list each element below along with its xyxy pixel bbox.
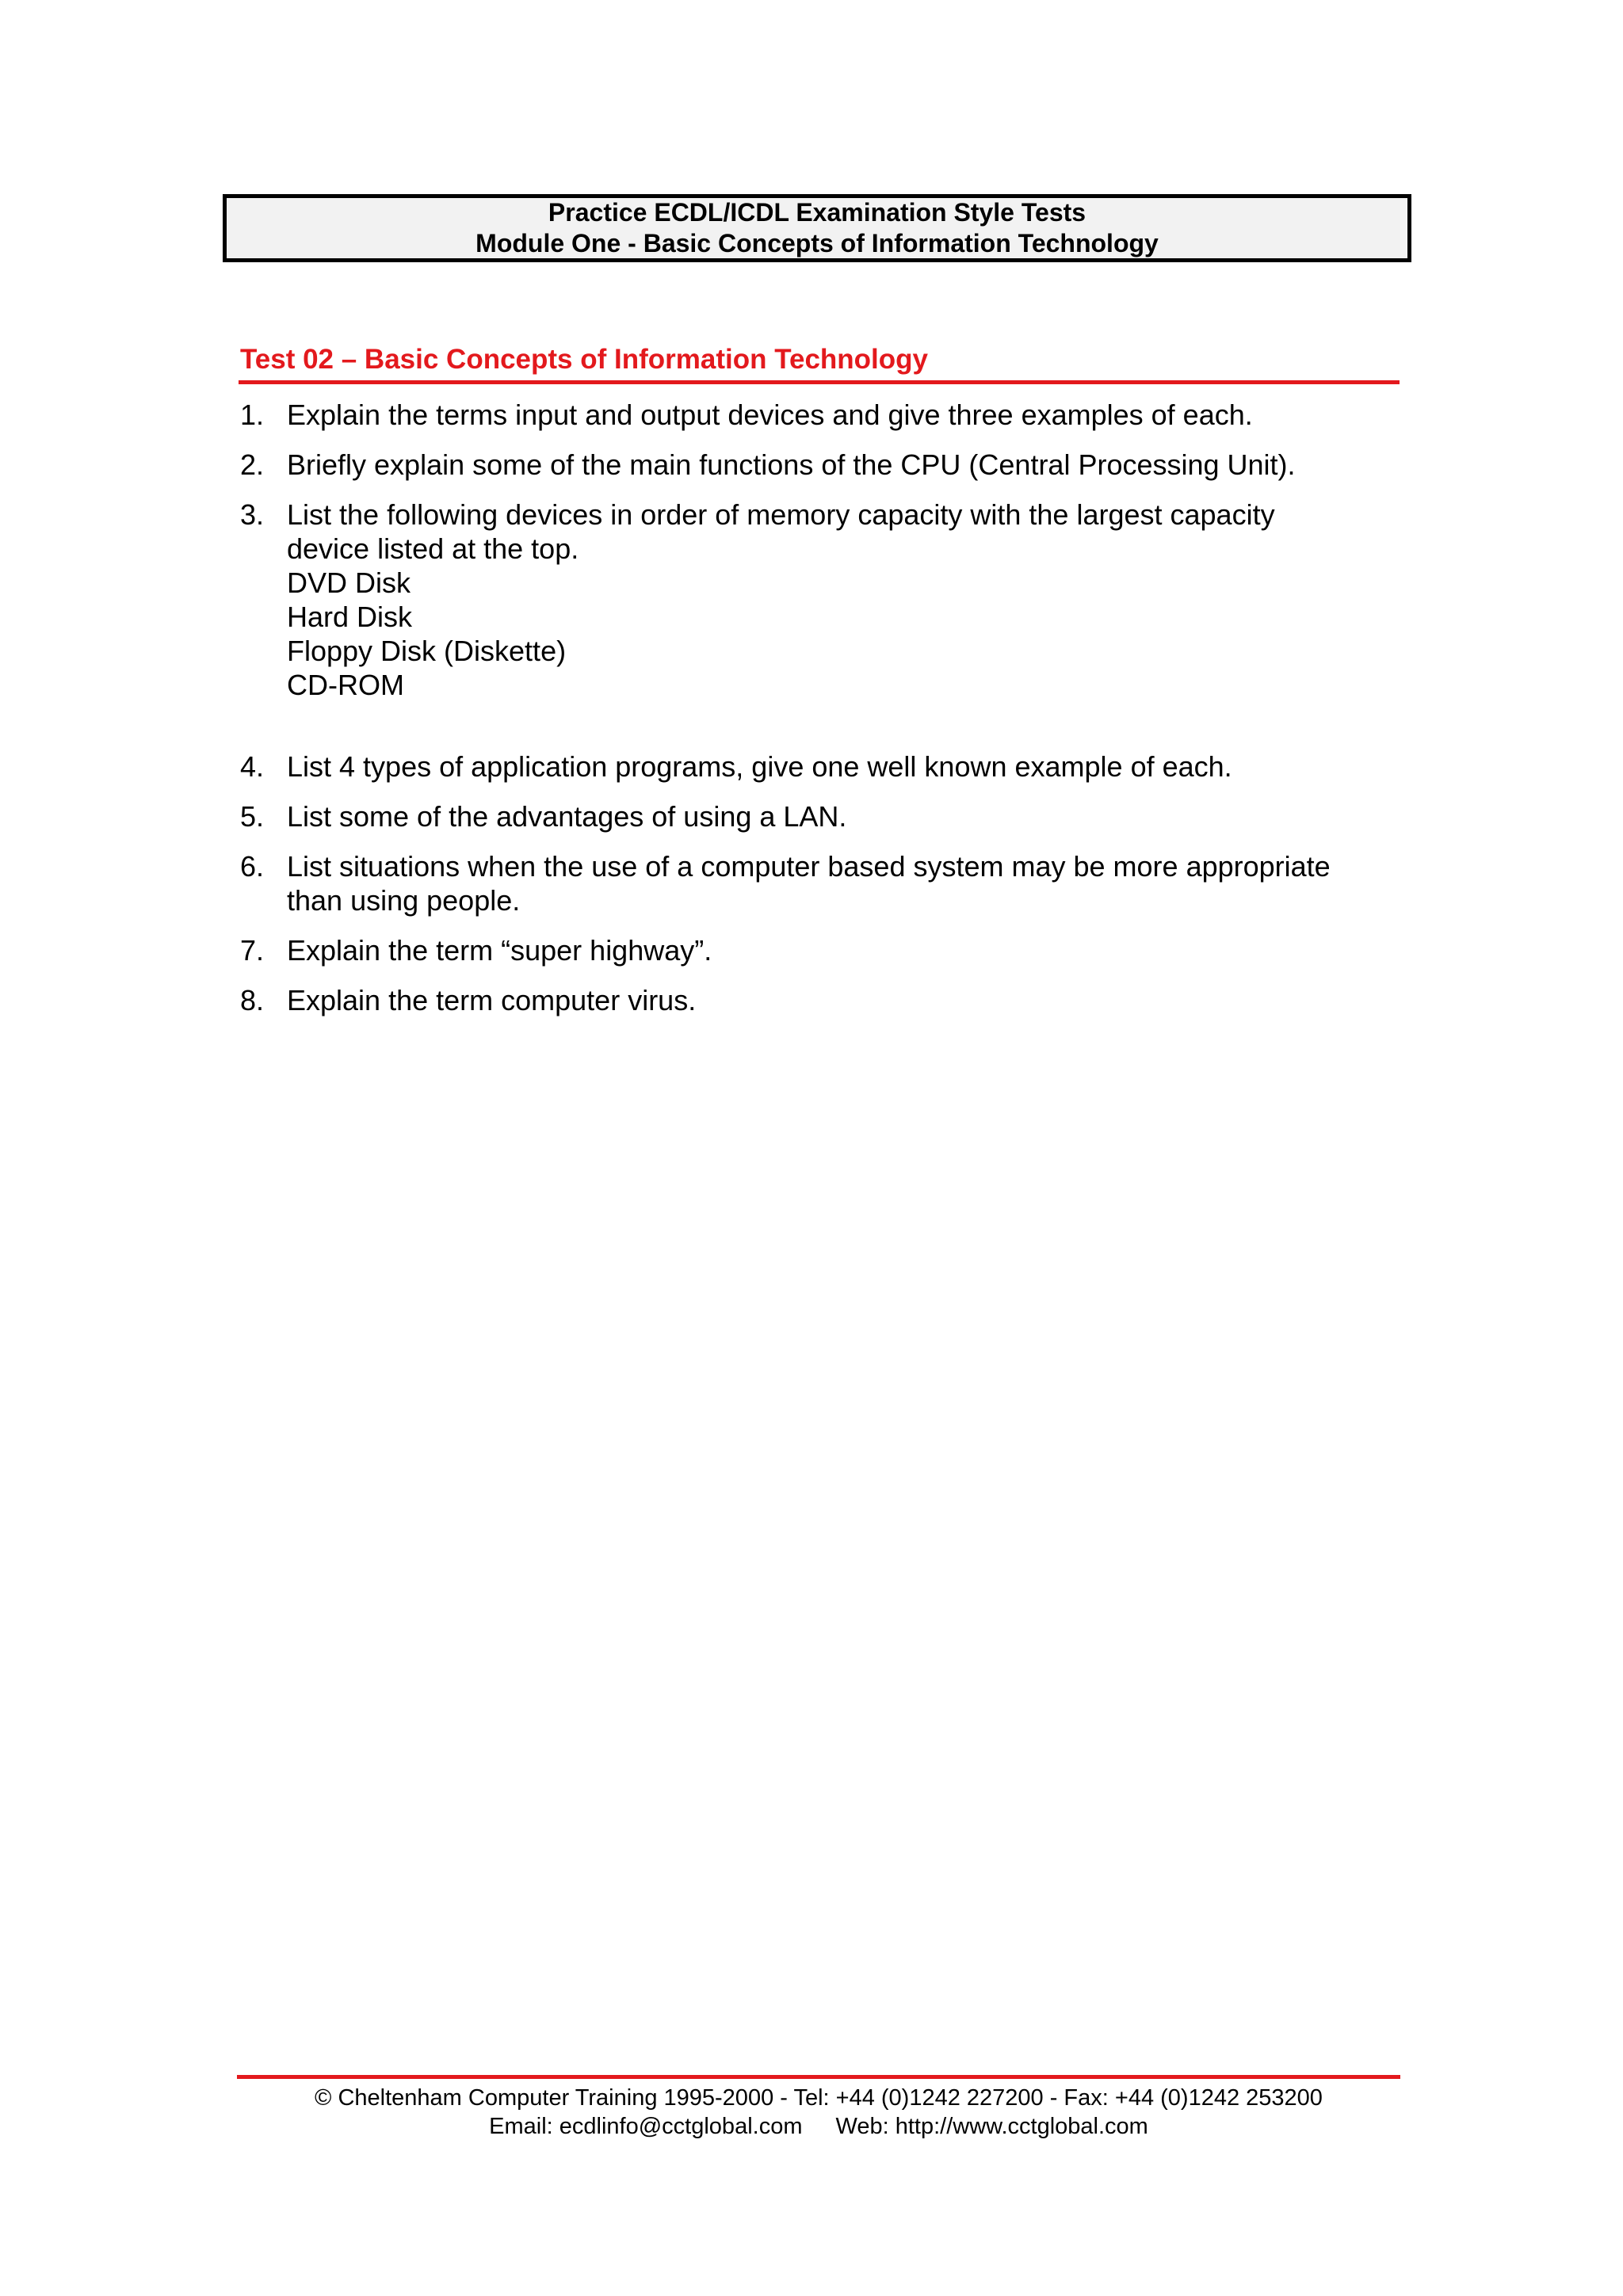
question-3	[240, 498, 1405, 702]
question-5	[240, 799, 1405, 833]
question-number: 4.	[240, 750, 265, 783]
footer-divider	[237, 2075, 1400, 2079]
question-text: Explain the term computer virus.	[287, 984, 697, 1016]
question-text: List situations when the use of a computer based system may be more appropriate	[287, 850, 1331, 883]
question-7	[240, 933, 1405, 967]
question-number: 6.	[240, 850, 265, 883]
question-number: 7.	[240, 934, 265, 967]
footer-email: Email: ecdlinfo@cctglobal.com	[489, 2114, 803, 2139]
question-text: List some of the advantages of using a LAN.	[287, 800, 847, 833]
page-footer	[237, 2084, 1400, 2141]
question-text: Explain the terms input and output devices and give three examples of each.	[287, 399, 1253, 431]
device-item: CD-ROM	[287, 669, 404, 701]
question-number: 8.	[240, 984, 265, 1016]
header-title: Practice ECDL/ICDL Examination Style Tests	[548, 198, 1086, 227]
question-4	[240, 749, 1405, 784]
question-1	[240, 398, 1405, 432]
question-text-continuation: than using people.	[287, 884, 521, 917]
question-number: 2.	[240, 448, 265, 481]
question-number: 1.	[240, 399, 265, 431]
question-text: List 4 types of application programs, give one well known example of each.	[287, 750, 1232, 783]
question-number: 5.	[240, 800, 265, 833]
question-2	[240, 448, 1405, 482]
question-text: Explain the term “super highway”.	[287, 934, 712, 967]
question-6	[240, 849, 1405, 917]
header-subtitle: Module One - Basic Concepts of Information Technology	[475, 229, 1159, 257]
footer-copyright: © Cheltenham Computer Training 1995-2000 - Tel: +44 (0)1242 227200 - Fax: +44 (0)1242 253200	[315, 2085, 1323, 2111]
question-text: List the following devices in order of memory capacity with the largest capacity	[287, 498, 1275, 531]
title-divider	[239, 380, 1400, 384]
question-number: 3.	[240, 498, 265, 531]
device-item: DVD Disk	[287, 566, 411, 599]
footer-web: Web: http://www.cctglobal.com	[835, 2114, 1148, 2139]
device-item: Floppy Disk (Diskette)	[287, 635, 567, 667]
question-list	[240, 398, 1405, 1033]
device-item: Hard Disk	[287, 601, 413, 633]
footer-contact	[237, 2112, 1400, 2141]
question-text-continuation: device listed at the top.	[287, 532, 579, 565]
header-box	[223, 194, 1411, 262]
test-title: Test 02 – Basic Concepts of Information Technology	[240, 344, 929, 375]
question-text: Briefly explain some of the main functions of the CPU (Central Processing Unit).	[287, 448, 1296, 481]
question-8	[240, 983, 1405, 1017]
